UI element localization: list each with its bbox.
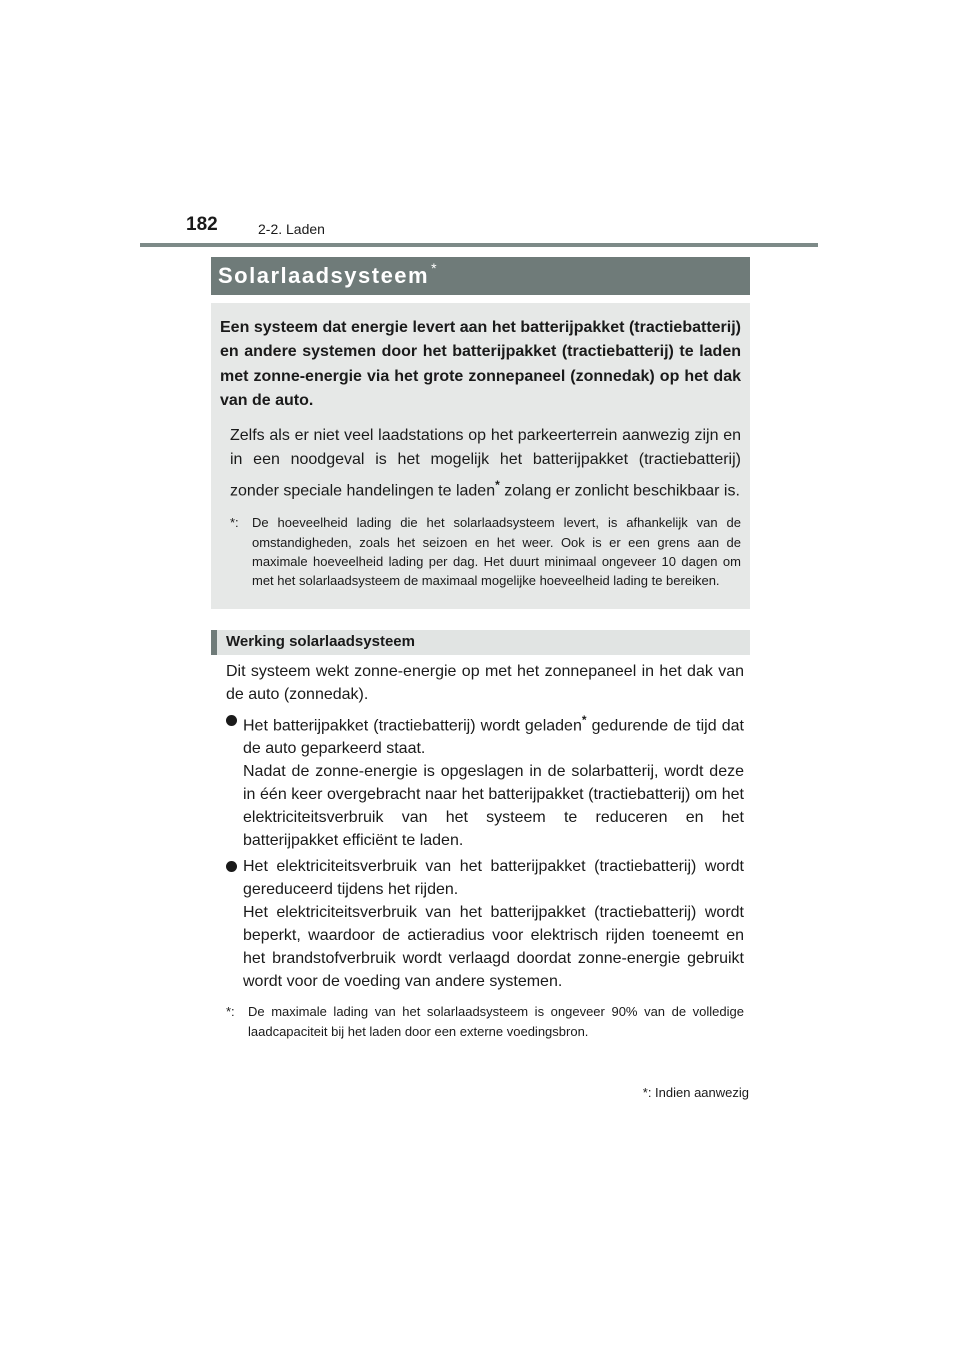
list-item-detail: Het elektriciteitsverbruik van het batterijpakket (tractiebatterij) wordt beperkt, waardoor de actieradius voor elektrisch rijden toeneemt en het brandstofverbruik wordt verlaagd doordat zonne-energie gebruikt wordt voor de voeding van andere systemen. [243, 904, 744, 991]
intro-note [230, 513, 741, 590]
list-item-title: Het elektriciteitsverbruik van het batterijpakket (tractiebatterij) wordt gereduceerd tijdens het rijden. [243, 858, 744, 899]
intro-body-mark: * [495, 477, 500, 492]
intro-body-text: Zelfs als er niet veel laadstations op het parkeerterrein aanwezig zijn en in een noodgeval is het mogelijk het batterijpakket (tractiebatterij) zonder speciale handelingen te laden [230, 427, 741, 500]
list-item-title [243, 709, 744, 760]
bullet-icon [226, 861, 237, 872]
intro-lead: Een systeem dat energie levert aan het batterijpakket (tractiebatterij) en andere systemen door het batterijpakket (tractiebatterij) te laden met zonne-energie via het grote zonnepaneel (zonnedak) op het dak van de auto. [220, 319, 741, 409]
subsection-note-mark: *: [226, 1004, 235, 1020]
list-item [226, 709, 744, 852]
footnote [629, 1085, 749, 1100]
list-item [226, 855, 744, 993]
page-number: 182 [186, 214, 218, 235]
subsection-header [211, 630, 750, 655]
list-item-text-end: gedurende de tijd dat de auto geparkeerd staat. [243, 717, 744, 758]
list-item-mark: * [581, 713, 587, 727]
subsection-note-text: De maximale lading van het solarlaadsysteem is ongeveer 90% van de volledige laadcapaciteit bij het laden door een externe voedingsbron. [248, 1004, 744, 1039]
intro-note-mark: *: [230, 515, 239, 531]
bullet-icon [226, 715, 237, 726]
intro-box [211, 303, 750, 609]
page-title: Solarlaadsysteem [218, 263, 430, 288]
subsection-intro: Dit systeem wekt zonne-energie op met het zonnepaneel in het dak van de auto (zonnedak). [226, 663, 744, 703]
footnote-mark: * [642, 1085, 648, 1100]
header-rule [140, 243, 818, 247]
title-bar [211, 257, 750, 295]
list-item-detail: Nadat de zonne-energie is opgeslagen in de solarbatterij, wordt deze in één keer overgebracht naar het batterijpakket (tractiebatterij) om het elektriciteitsverbruik van het systeem te reduceren en het batterijpakket efficiënt te laden. [243, 763, 744, 850]
intro-body-text-end: zolang er zonlicht beschikbaar is. [499, 482, 740, 500]
intro-note-text: De hoeveelheid lading die het solarlaadsysteem levert, is afhankelijk van de omstandigheden, zoals het seizoen en het weer. Ook is er een grens aan de maximale hoeveelheid lading per dag. Het duurt minimaal ongeveer 10 dagen om met het solarlaadsysteem de maximaal mogelijke hoeveelheid lading te bereiken. [252, 515, 741, 589]
optional-equipment-mark: * [431, 260, 437, 276]
footnote-text: : Indien aanwezig [647, 1085, 749, 1100]
subsection-content [226, 660, 744, 1041]
intro-body [230, 424, 741, 503]
subsection-note [226, 1002, 744, 1040]
subsection-title: Werking solarlaadsysteem [226, 633, 415, 650]
list-item-text: Het batterijpakket (tractiebatterij) wordt geladen [243, 717, 582, 735]
section-label: 2-2. Laden [258, 221, 325, 237]
